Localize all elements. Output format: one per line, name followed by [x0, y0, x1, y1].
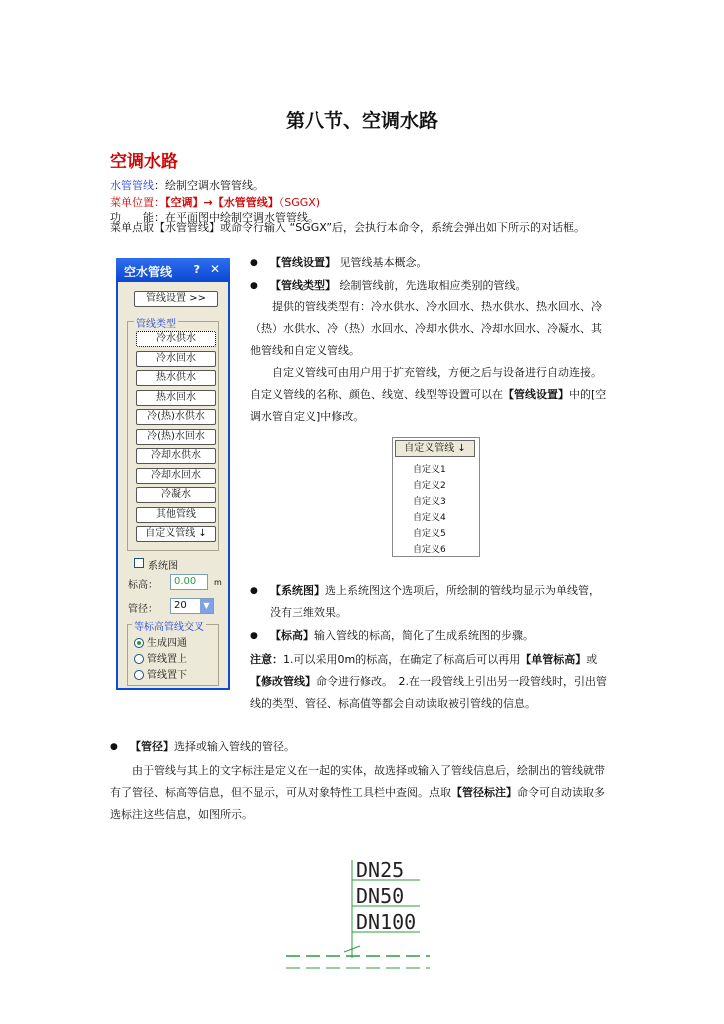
note-key2: 【修改管线】 — [250, 675, 316, 688]
menu-code: （SGGX) — [278, 196, 321, 209]
note-b: 或 — [586, 653, 598, 666]
pipe-type-group-label: 管线类型 — [134, 315, 178, 330]
diameter-paragraph-key: 【管径标注】 — [451, 786, 517, 799]
diameter-label: 管径： — [128, 604, 158, 615]
custom-pipe-header[interactable]: 自定义管线 ↓ — [395, 440, 475, 457]
bullet-types-key: 【管线类型】 — [270, 279, 336, 292]
custom-pipe-item[interactable]: 自定义5 — [413, 529, 446, 539]
dn25-label: DN25 — [356, 858, 405, 882]
radio-icon[interactable] — [134, 654, 144, 664]
bullet-system-key: 【系统图】 — [270, 584, 325, 597]
custom-pipe-item[interactable]: 自定义4 — [413, 513, 446, 523]
pipe-type-button[interactable]: 其他管线 — [136, 507, 216, 523]
bullet-settings-key: 【管线设置】 — [270, 256, 336, 269]
note-key1: 【单管标高】 — [520, 653, 587, 666]
bullet-diameter-key: 【管径】 — [130, 740, 174, 753]
cross-option-label: 管线置上 — [147, 654, 187, 665]
dn50-label: DN50 — [356, 884, 405, 908]
custom-paragraph-b: 中的[空调水管自定义]中修改。 — [250, 388, 607, 423]
diameter-value: 20 — [174, 600, 187, 611]
bullet-diameter-text: 选择或输入管线的管径。 — [174, 740, 295, 753]
custom-paragraph-key: 【管线设置】 — [503, 388, 569, 401]
cross-option-label: 生成四通 — [147, 638, 187, 649]
custom-pipe-item[interactable]: 自定义1 — [413, 465, 446, 475]
pipe-type-button[interactable]: 冷却水供水 — [136, 448, 216, 464]
radio-icon[interactable] — [134, 638, 144, 648]
close-icon[interactable]: ✕ — [209, 262, 220, 276]
menu-path: 【空调】→【水管管线】 — [165, 196, 279, 209]
pipe-type-button[interactable]: 冷水供水 — [136, 331, 216, 347]
pipe-type-button[interactable]: 冷水回水 — [136, 351, 216, 367]
cross-option[interactable] — [134, 634, 187, 649]
bullet-elevation-text: 输入管线的标高，简化了生成系统图的步骤。 — [314, 629, 534, 642]
elevation-input[interactable]: 0.00 — [170, 574, 208, 590]
pipe-type-button[interactable]: 热水供水 — [136, 370, 216, 386]
bullet-types-text: 绘制管线前，先选取相应类别的管线。 — [336, 279, 527, 292]
system-checkbox-label: 系统图 — [148, 561, 178, 572]
func-label: 功 能 — [110, 211, 154, 224]
pipe-dialog — [116, 258, 230, 690]
bullet-system-text: 选上系统图这个选项后，所绘制的管线均显示为单线管，没有三维效果。 — [270, 584, 600, 619]
cross-option[interactable] — [134, 650, 187, 665]
bullet-settings-text: 见管线基本概念。 — [336, 256, 428, 269]
diameter-select[interactable] — [170, 598, 214, 614]
elevation-unit: m — [214, 578, 222, 587]
note-a: 1.可以采用0m的标高，在确定了标高后可以再用 — [283, 653, 521, 666]
command-desc: ：绘制空调水管管线。 — [154, 179, 264, 192]
command-line — [110, 177, 264, 193]
pipe-type-button[interactable]: 热水回水 — [136, 390, 216, 406]
dn100-label: DN100 — [356, 910, 417, 934]
menu-prefix: 菜单位置： — [110, 196, 165, 209]
pipe-type-button[interactable]: 冷却水回水 — [136, 468, 216, 484]
command-label: 水管管线 — [110, 179, 154, 192]
note-label: 注意： — [250, 653, 283, 666]
diameter-paragraph — [110, 760, 614, 826]
note-c: 命令进行修改。 2.在一段管线上引出另一段管线时，引出管线的类型、管径、标高值等都会自动读取被引管线的信息。 — [250, 675, 607, 710]
help-icon[interactable]: ? — [193, 263, 200, 276]
bullet-system — [270, 580, 610, 624]
bullet-settings — [270, 252, 610, 274]
cross-group-label: 等标高管线交叉 — [132, 618, 206, 633]
settings-button[interactable]: 管线设置 >> — [134, 291, 218, 307]
note-paragraph — [250, 649, 614, 715]
cross-option[interactable] — [134, 666, 187, 681]
custom-pipe-item[interactable]: 自定义6 — [413, 545, 446, 555]
bullet-elevation — [270, 625, 610, 647]
custom-pipe-submenu — [392, 437, 480, 557]
elevation-label: 标高： — [128, 580, 158, 591]
system-checkbox[interactable] — [134, 558, 144, 568]
custom-pipe-item[interactable]: 自定义2 — [413, 481, 446, 491]
bullet-elevation-key: 【标高】 — [270, 629, 314, 642]
diameter-paragraph-b: 命令可自动读取多选标注这些信息，如图所示。 — [110, 786, 605, 821]
pipe-type-button[interactable]: 冷(热)水回水 — [136, 429, 216, 445]
dialog-title: 空水管线 — [124, 265, 173, 279]
menu-line — [110, 194, 320, 210]
dialog-titlebar[interactable] — [116, 258, 230, 282]
section-title: 空调水路 — [110, 152, 178, 172]
pipe-type-button[interactable]: 冷(热)水供水 — [136, 409, 216, 425]
custom-paragraph — [250, 362, 612, 428]
page-title: 第八节、空调水路 — [285, 110, 438, 132]
types-paragraph: 提供的管线类型有：冷水供水、冷水回水、热水供水、热水回水、冷（热）水供水、冷（热）水回水、冷却水供水、冷却水回水、冷凝水、其他管线和自定义管线。 — [250, 300, 602, 357]
cross-option-label: 管线置下 — [147, 670, 187, 681]
intro-paragraph: 菜单点取【水管管线】或命令行输入 “SGGX”后，会执行本命令，系统会弹出如下所示的对话框。 — [110, 221, 586, 234]
custom-pipe-item[interactable]: 自定义3 — [413, 497, 446, 507]
pipe-type-button[interactable]: 自定义管线 ↓ — [136, 526, 216, 542]
custom-paragraph-a: 自定义管线可由用户用于扩充管线，方便之后与设备进行自动连接。自定义管线的名称、颜色、线宽、线型等设置可以在 — [250, 366, 602, 401]
pipe-type-button[interactable]: 冷凝水 — [136, 487, 216, 503]
radio-icon[interactable] — [134, 670, 144, 680]
dn-annotation-figure — [280, 850, 440, 980]
chevron-down-icon[interactable]: ▼ — [200, 599, 213, 613]
bullet-types — [270, 275, 610, 297]
bullet-diameter — [130, 736, 610, 758]
diameter-paragraph-a: 由于管线与其上的文字标注是定义在一起的实体，故选择或输入了管线信息后，绘制出的管线就带有了管径、标高等信息，但不显示，可从对象特性工具栏中查阅。点取 — [110, 764, 605, 799]
func-desc: ：在平面图中绘制空调水管管线。 — [154, 211, 319, 224]
